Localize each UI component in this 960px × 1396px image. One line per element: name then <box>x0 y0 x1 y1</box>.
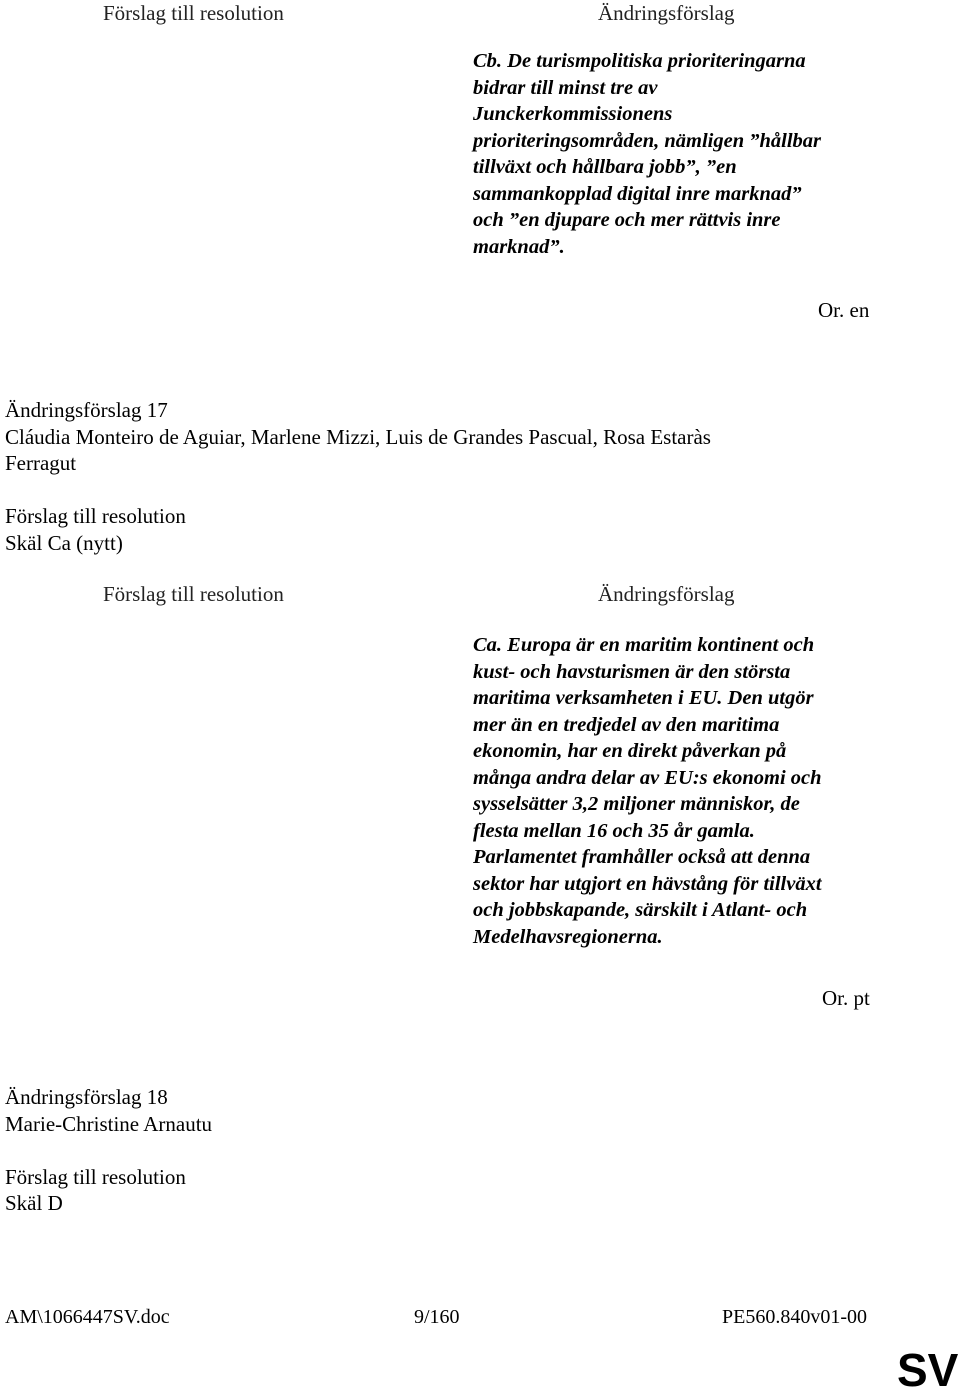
text-line: kust- och havsturismen är den största <box>473 660 791 683</box>
col-header-right: Ändringsförslag <box>598 1 735 25</box>
text-line: marknad”. <box>473 235 565 258</box>
text-line: prioriteringsområden, nämligen ”hållbar <box>473 129 821 152</box>
text-line: bidrar till minst tre av <box>473 76 658 99</box>
footer-page-number: 9/160 <box>414 1306 460 1328</box>
origin-language: Or. en <box>818 298 870 322</box>
text-line: ekonomin, har en direkt påverkan på <box>473 740 787 762</box>
amendment-text <box>473 632 822 950</box>
col-header-left: Förslag till resolution <box>103 1 284 25</box>
text-line: Junckerkommissionens <box>473 103 673 125</box>
text-line: mer än en tredjedel av den maritima <box>473 713 780 736</box>
text-line: Medelhavsregionerna. <box>473 925 663 948</box>
text-line: sektor har utgjort en hävstång för tillväxt <box>473 872 822 895</box>
text-line: sysselsätter 3,2 miljoner människor, de <box>473 793 800 815</box>
text-line: flesta mellan 16 och 35 år gamla. <box>473 819 755 842</box>
footer-reference: PE560.840v01-00 <box>722 1306 867 1328</box>
text-line: och jobbskapande, särskilt i Atlant- och <box>473 899 808 921</box>
text-line: Ca. Europa är en maritim kontinent och <box>473 634 815 656</box>
section-reference: Skäl Ca (nytt) <box>5 531 123 555</box>
amendment-title: Ändringsförslag 18 <box>5 1085 168 1109</box>
amendment-authors: Marie-Christine Arnautu <box>5 1112 213 1136</box>
footer-doc-id: AM\1066447SV.doc <box>5 1306 170 1328</box>
text-line: många andra delar av EU:s ekonomi och <box>473 766 822 789</box>
document-reference: Förslag till resolution <box>5 1165 186 1189</box>
col-header-left: Förslag till resolution <box>103 582 284 606</box>
col-header-right: Ändringsförslag <box>598 582 735 606</box>
amendment-text <box>473 48 821 260</box>
document-reference: Förslag till resolution <box>5 504 186 528</box>
section-reference: Skäl D <box>5 1191 63 1215</box>
text-line: Parlamentet framhåller också att denna <box>473 846 811 868</box>
text-line: sammankopplad digital inre marknad” <box>473 182 802 205</box>
footer-language-code: SV <box>897 1344 959 1396</box>
text-line: och ”en djupare och mer rättvis inre <box>473 209 781 231</box>
amendment-authors: Cláudia Monteiro de Aguiar, Marlene Mizzi, Luis de Grandes Pascual, Rosa Estaràs <box>5 425 711 449</box>
amendment-authors-cont: Ferragut <box>5 451 77 475</box>
amendment-title: Ändringsförslag 17 <box>5 398 168 422</box>
text-line: tillväxt och hållbara jobb”, ”en <box>473 156 737 178</box>
text-line: Cb. De turismpolitiska prioriteringarna <box>473 50 806 72</box>
text-line: maritima verksamheten i EU. Den utgör <box>473 687 814 709</box>
origin-language: Or. pt <box>822 986 870 1010</box>
